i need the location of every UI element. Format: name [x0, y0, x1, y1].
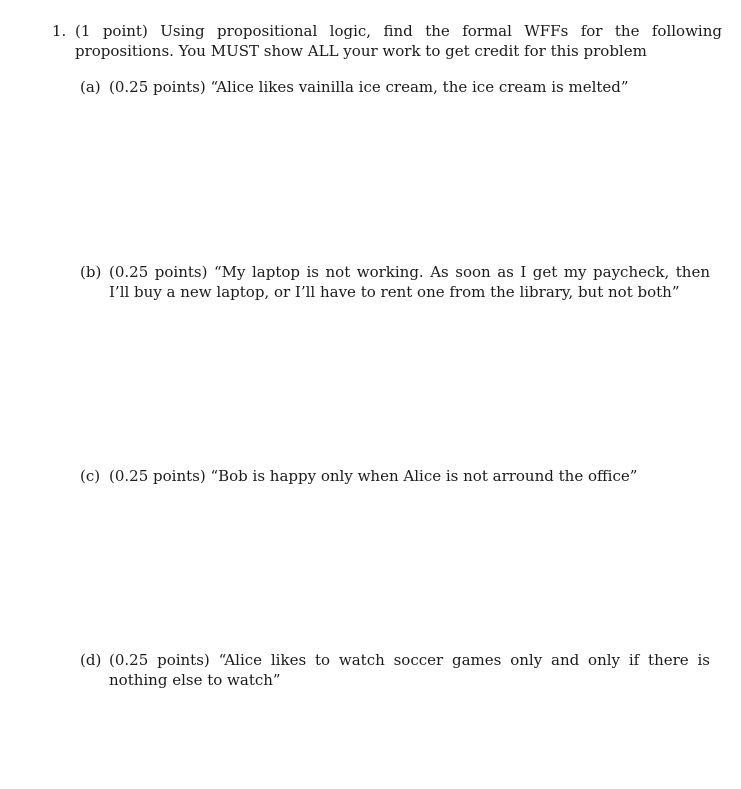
question-1: [52, 21, 722, 61]
question-text: (1 point) Using propositional logic, find the formal WFFs for the following propositions. You MUST show ALL your work to get credit for this problem: [75, 22, 722, 60]
part-c: [80, 466, 710, 486]
part-d-text: (0.25 points) “Alice likes to watch soccer games only and only if there is nothing else to watch”: [109, 651, 710, 689]
part-a: [80, 77, 710, 97]
part-c-label: (c): [80, 467, 101, 485]
part-a-label: (a): [80, 78, 101, 96]
part-d-label: (d): [80, 651, 102, 669]
question-number: 1.: [52, 22, 67, 40]
part-b: [80, 262, 710, 302]
part-b-label: (b): [80, 263, 102, 281]
part-d: [80, 650, 710, 690]
part-c-text: (0.25 points) “Bob is happy only when Alice is not arround the office”: [109, 467, 638, 485]
part-b-text: (0.25 points) “My laptop is not working. As soon as I get my paycheck, then I’ll buy a new laptop, or I’ll have to rent one from the library, but not both”: [109, 263, 710, 301]
part-a-text: (0.25 points) “Alice likes vainilla ice cream, the ice cream is melted”: [109, 78, 629, 96]
